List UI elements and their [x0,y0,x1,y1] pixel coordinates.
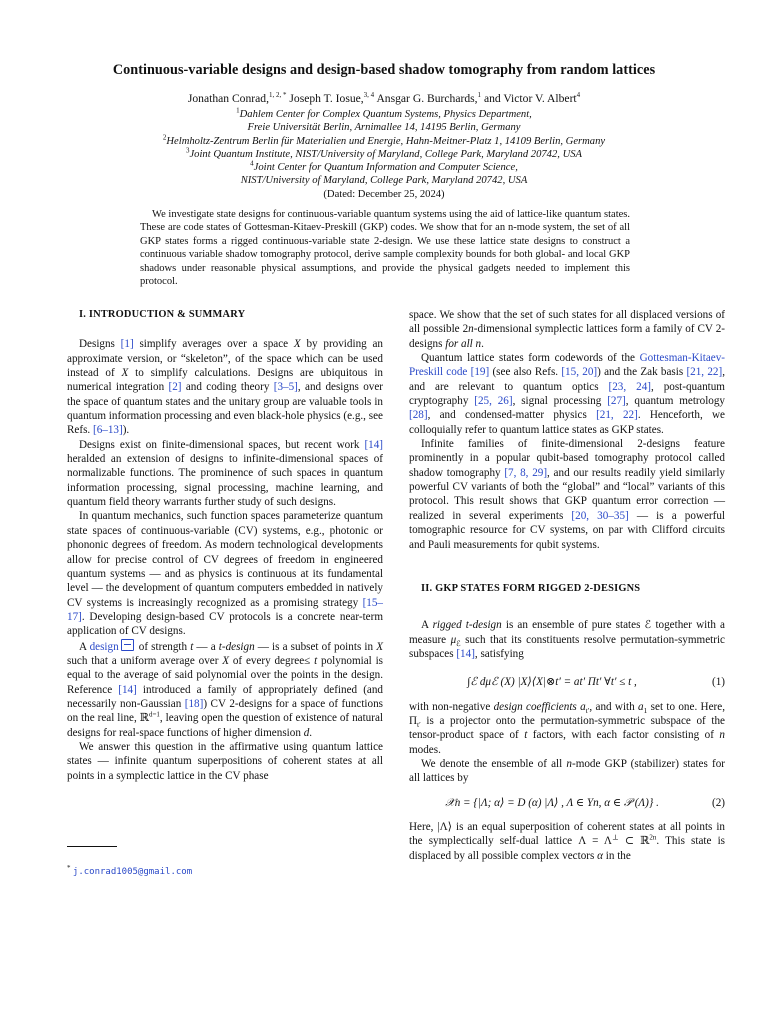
italic-text: n [719,729,725,742]
citation-link[interactable]: [19] [470,366,490,379]
citation-link[interactable]: [1] [120,338,134,351]
italic-text: a [580,700,586,713]
paragraph: with non-negative design coefficients $a_{t'}$, and with $a_1$ set to one. Here, $\Pi_{t'}$ is a projector onto the permutation-symmetric subspace of the tensor-product space of t factors, with each factor consisting of n modes. [409,700,725,756]
paragraph: A design of strength t — a t-design — is a subset of points in X such that a uniform average over X of every degree≤ t polynomial is equal to the average of said polynomial over the points in the design. Reference [14] introduced a family of appropriately defined (and necessarily non-Gaussian [18]) CV 2-designs for a space of functions on the real line, ℝ$^{d=1}$, leaving open the question of existence of natural designs for real-space functions of higher dimension d. [67,640,383,739]
affil-marker: 1 [236,106,240,115]
paragraph: Designs [1] simplify averages over a space X by providing an approximate version, or “skeleton”, of the space which can be used instead of X to simplify calculations. Designs are ubiquitous in numerical integration [2] and coding theory [3–5], and designs over the space of quantum states and the unitary group are valuable tools in quantum information processing and even black-hole physics (e.g., see Refs. [6–13]). [67,338,384,437]
footnote [67,863,193,877]
superscript: d=1 [148,710,160,719]
italic-text: t-design [218,640,255,653]
italic-text: for all n [445,337,482,350]
affiliation-line: Helmholtz-Zentrum Berlin für Materialien und Energie, Hahn-Meitner-Platz 1, 14109 Berlin, Germany [166,135,606,147]
citation-link[interactable]: [14] [118,683,137,696]
citation-link[interactable]: [21, 22] [686,366,723,379]
section-heading: I. INTRODUCTION & SUMMARY [79,309,246,320]
left-column [67,308,383,783]
subscript: t′ [417,720,421,730]
paper-title: Continuous-variable designs and design-based shadow tomography from random lattices [112,62,656,78]
subscript: t′ [585,705,590,715]
author-name: and Victor V. Albert [483,92,577,105]
italic-text: X [376,640,383,653]
author-name: Joseph T. Iosue, [289,92,364,105]
citation-link[interactable]: [15–17] [67,596,383,623]
right-column [409,308,725,863]
author-affil-marker: 1, 2, * [268,91,287,100]
citation-link[interactable]: [18] [184,697,204,710]
external-link-icon[interactable] [121,639,134,651]
superscript: 2n [649,833,657,842]
affil-marker: 2 [162,133,167,142]
citation-link[interactable]: design [89,640,119,653]
date-line: (Dated: December 25, 2024) [323,188,445,200]
affiliation-line: Joint Center for Quantum Information and Computer Science, [253,162,518,174]
paragraph: Here, |Λ⟩ is an equal superposition of coherent states at all points in the symplectically self-dual lattice Λ = Λ⊥ ⊂ ℝ$^{2n}$. This state is displaced by all possible complex vectors α in the [409,820,726,862]
affil-marker: 3 [185,146,190,155]
italic-text: t [314,654,318,667]
citation-link[interactable]: [28] [409,409,428,422]
email-link[interactable]: j.conrad1005@gmail.com [72,867,193,877]
paragraph: In quantum mechanics, such function spaces parameterize quantum state spaces of continuous-variable (CV) systems, e.g., photonic or phononic degrees of freedom. As modern technological developments allow for precise control of CV degrees of freedom in engineered quantum systems — and as physics is continuous at its fundamental level — the development of quantum computers embedded in natively CV systems is increasingly recognized as a promising strategy [15–17]. Developing design-based CV protocols is a concrete near-term application of CV designs. [67,510,383,638]
citation-link[interactable]: [14] [456,647,475,660]
paragraph: space. We show that the set of such states for all displaced versions of all possible 2n-dimensional symplectic lattices form a family of CV 2-designs for all n. [409,309,726,350]
citation-link[interactable]: [25, 26] [474,395,513,408]
paragraph: We denote the ensemble of all n-mode GKP (stabilizer) states for all lattices by [409,757,726,785]
paragraph: Infinite families of finite-dimensional 2-designs feature prominently in a popular qubit-based tomography protocol called shadow tomography [7, 8, 29], and our results readily yield similarly powerful CV variants of both the “global” and “local” variants of this protocol. This result shows that GKP quantum error correction — realized in several experiments [20, 30–35] — is a powerful tomographic resource for CV systems, on par with Clifford circuits and Pauli measurements for qubit systems. [409,438,725,551]
equation-1 [409,675,725,689]
italic-text: X [222,654,230,667]
italic-text: t [524,729,528,742]
italic-text: n [468,323,474,336]
citation-link[interactable]: [7, 8, 29] [504,466,548,479]
affiliation-line: Freie Universität Berlin, Arnimallee 14, 14195 Berlin, Germany [247,122,521,134]
affiliation-line: Dahlem Center for Complex Quantum Systems, Physics Department, [239,109,532,120]
italic-text: a [638,700,644,713]
author-name: Ansgar G. Burchards, [376,92,478,105]
equation-body: ∫ℰ dμℰ (X) |X⟩⟨X|⊗t′ = at′ Πt′ ∀t′ ≤ t , [467,676,637,689]
citation-link[interactable]: Gottesman-Kitaev-Preskill code [409,352,725,379]
subscript: ℰ [456,638,461,648]
citation-link[interactable]: [20, 30–35] [571,509,629,522]
citation-link[interactable]: [6–13] [93,424,123,437]
paragraph: Quantum lattice states form codewords of the Gottesman-Kitaev-Preskill code [19] (see also Refs. [15, 20]) and the Zak basis [21, 22], and are relevant to quantum optics [23, 24], post-quantum cryptography [25, 26], signal processing [27], quantum metrology [28], and condensed-matter physics [21, 22]. Henceforth, we colloquially refer to quantum lattice states as GKP states. [409,352,726,436]
citation-link[interactable]: [27] [607,395,626,408]
affiliation-line: NIST/University of Maryland, College Park, Maryland 20742, USA [240,175,528,187]
footnote-rule [67,846,117,847]
paragraph: We answer this question in the affirmative using quantum lattice states — infinite quantum superpositions of coherent states at all points in a symplectic lattice in the CV phase [67,740,383,782]
footnote-mark: * [67,863,71,872]
italic-text: design coefficients [493,700,577,713]
italic-text: t [190,640,194,653]
equation-2 [409,796,725,810]
italic-text: μ [450,633,457,646]
citation-link[interactable]: [21, 22] [596,409,638,422]
citation-link[interactable]: [14] [364,438,383,451]
citation-link[interactable]: [3–5] [273,381,298,394]
author-affil-marker: 3, 4 [363,91,375,100]
italic-text: X [293,338,301,351]
italic-text: rigged t-design [432,619,502,632]
italic-text: d [303,726,310,739]
affiliation-line: Joint Quantum Institute, NIST/University of Maryland, College Park, Maryland 20742, USA [189,148,582,160]
citation-link[interactable]: [2] [168,381,182,394]
section-heading: II. GKP STATES FORM RIGGED 2-DESIGNS [421,582,641,594]
paragraph: Designs exist on finite-dimensional spaces, but recent work [14] heralded an extension of designs to infinite-dimensional spaces of normalizable functions. The prominence of such spaces in quantum information processing, signal processing, machine learning, and quantum field theory warrants further study of such designs. [67,438,383,509]
author-affil-marker: 4 [576,91,581,100]
equation-body: 𝒳n = {|Λ; α⟩ = D (α) |Λ⟩ , Λ ∈ Yn, α ∈ 𝒫 (Λ)} . [445,796,659,809]
abstract: We investigate state designs for continuous-variable quantum systems using the aid of lattice-like quantum states. These are code states of Gottesman-Kitaev-Preskill (GKP) codes. We show that for an n-mode system, the set of all GKP states forms a rigged continuous-variable state 2-design. We use these lattice state designs to construct a continuous variable shadow tomography protocol, derive sample complexity bounds for both global- and local GKP shadows under reasonable physical assumptions, and provide the physical gadgets needed to implement this protocol. [140,209,630,288]
italic-text: n [566,757,572,770]
author-list [40,92,728,105]
author-name: Jonathan Conrad, [187,92,269,105]
paragraph: A rigged t-design is an ensemble of pure states ℰ together with a measure $\mu_ℰ$ such that its constituents resolve permutation-symmetric subspaces [14], satisfying [409,619,725,660]
citation-link[interactable]: [23, 24] [608,380,651,393]
subscript: 1 [643,705,648,715]
superscript: ⊥ [612,833,619,842]
italic-text: X [121,367,129,380]
equation-number: (1) [712,676,725,689]
author-affil-marker: 1 [477,91,482,100]
italic-text: α [597,849,603,862]
citation-link[interactable]: [15, 20] [561,366,598,379]
equation-number: (2) [712,796,725,809]
affil-marker: 4 [250,159,254,168]
affiliations [40,108,728,201]
